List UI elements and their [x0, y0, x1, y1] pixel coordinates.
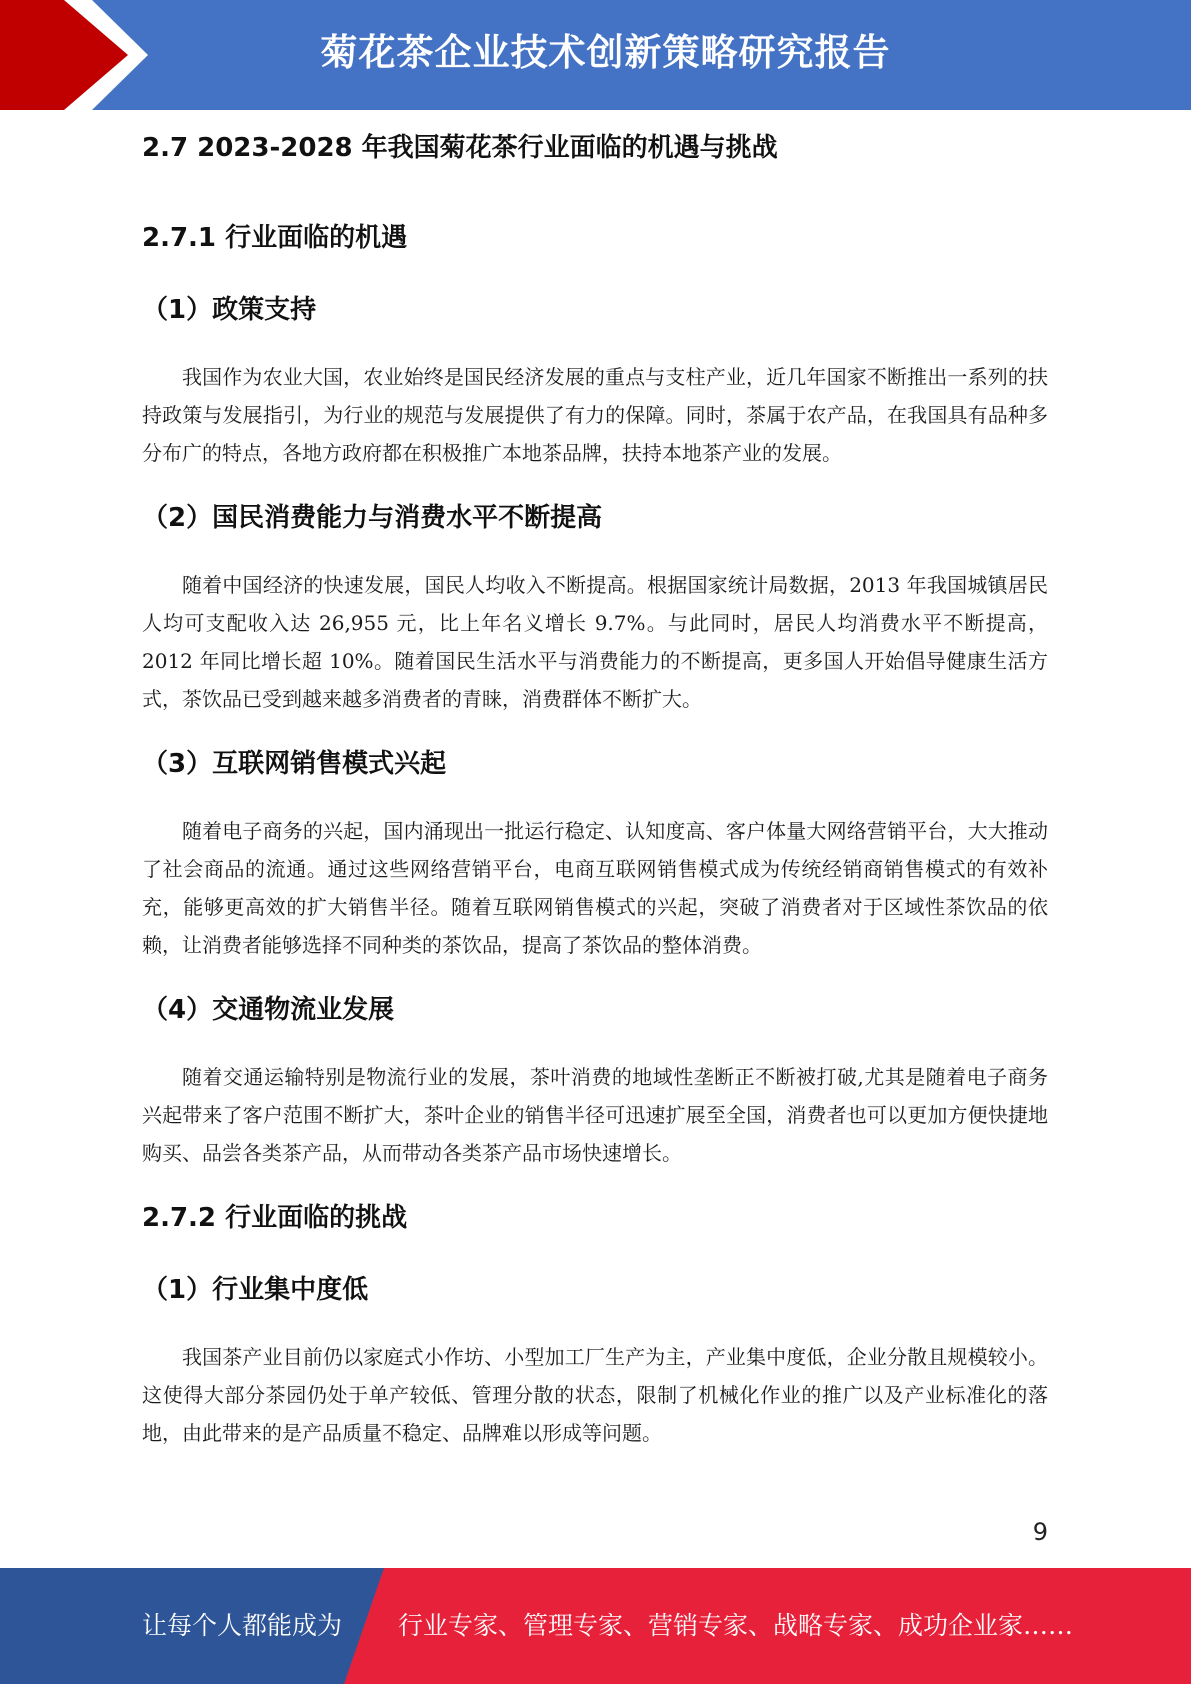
section-heading-2-7-2: 2.7.2 行业面临的挑战 [142, 1203, 408, 1233]
subheading-internet-sales: （3）互联网销售模式兴起 [142, 749, 447, 779]
subheading-consumption-rise: （2）国民消费能力与消费水平不断提高 [142, 503, 603, 533]
paragraph-consumption-rise: 随着中国经济的快速发展，国民人均收入不断提高。根据国家统计局数据，2013 年我国城镇居民人均可支配收入达 26,955 元，比上年名义增长 9.7%。与此同时，居民人均消费水平不断提高，2012 年同比增长超 10%。随着国民生活水平与消费能力的不断提高，更多国人开始倡导健康生活方式，茶饮品已受到越来越多消费者的青睐，消费群体不断扩大。 [142, 573, 1048, 711]
footer-slogan-right: 行业专家、管理专家、营销专家、战略专家、成功企业家…… [398, 1611, 1074, 1640]
page-footer [0, 1568, 1191, 1684]
footer-slogan-left: 让每个人都能成为 [142, 1611, 343, 1640]
paragraph-logistics: 随着交通运输特别是物流行业的发展，茶叶消费的地域性垄断正不断被打破,尤其是随着电子商务兴起带来了客户范围不断扩大，茶叶企业的销售半径可迅速扩展至全国，消费者也可以更加方便快捷地购买、品尝各类茶产品，从而带动各类茶产品市场快速增长。 [142, 1065, 1048, 1165]
section-heading-2-7: 2.7 2023-2028 年我国菊花茶行业面临的机遇与挑战 [142, 133, 778, 163]
paragraph-policy-support: 我国作为农业大国，农业始终是国民经济发展的重点与支柱产业，近几年国家不断推出一系列的扶持政策与发展指引，为行业的规范与发展提供了有力的保障。同时，茶属于农产品，在我国具有品种多分布广的特点，各地方政府都在积极推广本地茶品牌，扶持本地茶产业的发展。 [142, 365, 1048, 465]
paragraph-internet-sales: 随着电子商务的兴起，国内涌现出一批运行稳定、认知度高、客户体量大网络营销平台，大大推动了社会商品的流通。通过这些网络营销平台，电商互联网销售模式成为传统经销商销售模式的有效补充，能够更高效的扩大销售半径。随着互联网销售模式的兴起，突破了消费者对于区域性茶饮品的依赖，让消费者能够选择不同种类的茶饮品，提高了茶饮品的整体消费。 [142, 819, 1048, 957]
section-heading-2-7-1: 2.7.1 行业面临的机遇 [142, 223, 408, 253]
page-header [0, 0, 1191, 110]
paragraph-low-concentration: 我国茶产业目前仍以家庭式小作坊、小型加工厂生产为主，产业集中度低，企业分散且规模较小。这使得大部分茶园仍处于单产较低、管理分散的状态，限制了机械化作业的推广以及产业标准化的落地，由此带来的是产品质量不稳定、品牌难以形成等问题。 [142, 1345, 1048, 1445]
main-content [142, 122, 1048, 1452]
page-number: 9 [1032, 1518, 1048, 1546]
subheading-logistics: （4）交通物流业发展 [142, 995, 395, 1025]
subheading-policy-support: （1）政策支持 [142, 295, 317, 325]
subheading-low-concentration: （1）行业集中度低 [142, 1275, 369, 1305]
report-title: 菊花茶企业技术创新策略研究报告 [320, 31, 891, 74]
